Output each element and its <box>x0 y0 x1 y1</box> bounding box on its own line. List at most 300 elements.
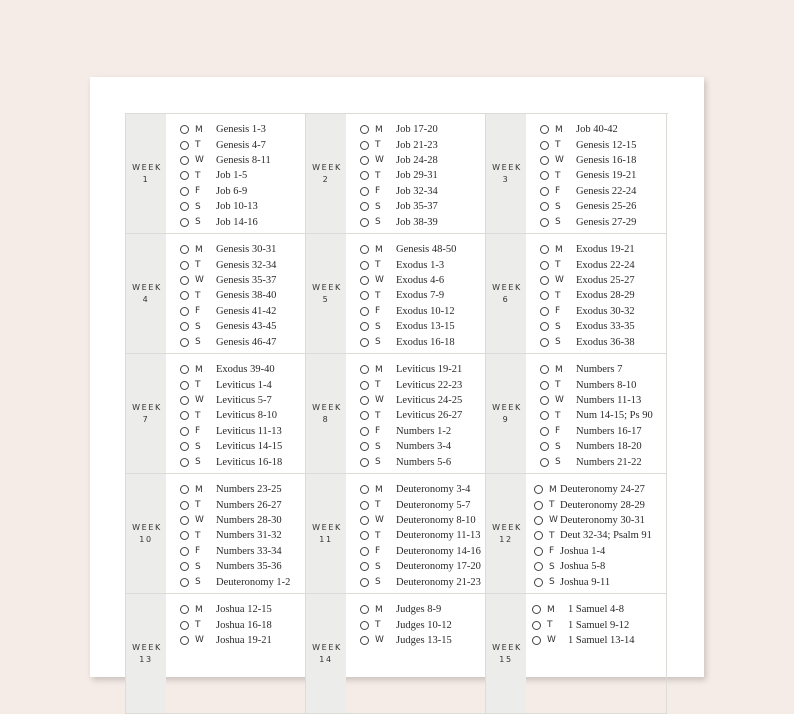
day-item <box>180 439 305 454</box>
day-letter: F <box>195 426 201 437</box>
checkbox-circle-icon[interactable] <box>360 396 369 405</box>
checkbox-circle-icon[interactable] <box>360 307 369 316</box>
checkbox-circle-icon[interactable] <box>180 578 189 587</box>
day-item <box>360 122 485 137</box>
day-item <box>540 393 666 408</box>
checkbox-circle-icon[interactable] <box>360 245 369 254</box>
checkbox-circle-icon[interactable] <box>540 218 549 227</box>
week-label: WEEK <box>492 523 522 532</box>
checkbox-circle-icon[interactable] <box>360 156 369 165</box>
checkbox-circle-icon[interactable] <box>540 291 549 300</box>
day-letter: S <box>549 561 555 572</box>
checkbox-circle-icon[interactable] <box>360 636 369 645</box>
day-list <box>346 474 485 593</box>
reading-passage: Deuteronomy 30-31 <box>560 514 645 526</box>
reading-passage: Numbers 23-25 <box>216 484 282 496</box>
checkbox-circle-icon[interactable] <box>360 291 369 300</box>
day-list <box>166 114 305 233</box>
week-cell <box>486 114 667 234</box>
reading-passage: Numbers 11-13 <box>576 394 642 406</box>
week-cell <box>126 354 306 474</box>
reading-passage: Numbers 1-2 <box>396 425 452 437</box>
reading-passage: Deut 32-34; Psalm 91 <box>560 530 652 542</box>
week-label-block <box>486 234 526 353</box>
checkbox-circle-icon[interactable] <box>360 411 369 420</box>
week-label: WEEK <box>492 403 522 412</box>
week-label: WEEK <box>132 643 162 652</box>
day-letter: S <box>549 577 555 588</box>
checkbox-circle-icon[interactable] <box>360 621 369 630</box>
checkbox-circle-icon[interactable] <box>540 245 549 254</box>
checkbox-circle-icon[interactable] <box>360 531 369 540</box>
checkbox-circle-icon[interactable] <box>534 547 543 556</box>
day-letter: T <box>555 260 561 271</box>
checkbox-circle-icon[interactable] <box>360 338 369 347</box>
week-cell <box>306 474 486 594</box>
day-item <box>360 273 485 288</box>
checkbox-circle-icon[interactable] <box>360 141 369 150</box>
day-item <box>180 497 305 512</box>
checkbox-circle-icon[interactable] <box>360 381 369 390</box>
reading-passage: Genesis 22-24 <box>576 185 637 197</box>
day-letter: T <box>375 410 381 421</box>
week-cell <box>306 594 486 714</box>
checkbox-circle-icon[interactable] <box>360 547 369 556</box>
day-letter: M <box>195 364 203 375</box>
checkbox-circle-icon[interactable] <box>180 485 189 494</box>
checkbox-circle-icon[interactable] <box>540 338 549 347</box>
day-letter: T <box>555 380 561 391</box>
week-label: WEEK <box>312 163 342 172</box>
day-letter: W <box>375 155 384 166</box>
day-letter: S <box>195 457 201 468</box>
week-number: 14 <box>319 655 333 664</box>
checkbox-circle-icon[interactable] <box>180 365 189 374</box>
week-row <box>126 114 668 234</box>
day-item <box>180 574 305 589</box>
day-list <box>526 114 666 233</box>
week-number: 11 <box>319 535 333 544</box>
day-list <box>166 354 305 473</box>
day-item <box>180 528 305 543</box>
day-item <box>360 362 485 377</box>
day-item <box>360 528 485 543</box>
day-letter: T <box>195 620 201 631</box>
checkbox-circle-icon[interactable] <box>540 381 549 390</box>
day-item <box>532 633 666 648</box>
reading-passage: Job 1-5 <box>216 170 248 182</box>
day-letter: M <box>375 604 383 615</box>
day-item <box>180 559 305 574</box>
day-letter: T <box>375 620 381 631</box>
week-label: WEEK <box>132 403 162 412</box>
week-label: WEEK <box>312 283 342 292</box>
day-item <box>360 393 485 408</box>
day-item <box>534 513 666 528</box>
reading-passage: Genesis 35-37 <box>216 274 277 286</box>
checkbox-circle-icon[interactable] <box>540 202 549 211</box>
reading-passage: Exodus 36-38 <box>576 336 635 348</box>
reading-passage: Job 29-31 <box>396 170 438 182</box>
checkbox-circle-icon[interactable] <box>360 276 369 285</box>
week-label: WEEK <box>492 643 522 652</box>
reading-passage: 1 Samuel 13-14 <box>568 634 635 646</box>
day-letter: T <box>375 260 381 271</box>
reading-passage: Exodus 25-27 <box>576 274 635 286</box>
week-label-block <box>126 114 166 233</box>
checkbox-circle-icon[interactable] <box>540 261 549 270</box>
week-cell <box>126 234 306 354</box>
reading-passage: Genesis 1-3 <box>216 124 266 136</box>
reading-passage: Numbers 33-34 <box>216 545 282 557</box>
day-item <box>534 528 666 543</box>
week-label: WEEK <box>492 163 522 172</box>
day-letter: T <box>549 500 555 511</box>
checkbox-circle-icon[interactable] <box>360 562 369 571</box>
reading-passage: Judges 13-15 <box>396 634 452 646</box>
day-item <box>180 602 305 617</box>
day-letter: T <box>195 530 201 541</box>
day-item <box>180 513 305 528</box>
checkbox-circle-icon[interactable] <box>360 125 369 134</box>
checkbox-circle-icon[interactable] <box>360 442 369 451</box>
reading-plan-page <box>90 77 704 677</box>
checkbox-circle-icon[interactable] <box>534 501 543 510</box>
checkbox-circle-icon[interactable] <box>534 531 543 540</box>
reading-passage: Deuteronomy 5-7 <box>396 499 471 511</box>
checkbox-circle-icon[interactable] <box>540 322 549 331</box>
checkbox-circle-icon[interactable] <box>180 501 189 510</box>
day-letter: F <box>375 426 381 437</box>
day-letter: W <box>375 395 384 406</box>
reading-passage: Job 38-39 <box>396 216 438 228</box>
checkbox-circle-icon[interactable] <box>360 202 369 211</box>
day-item <box>534 482 666 497</box>
day-letter: M <box>195 244 203 255</box>
week-label: WEEK <box>312 523 342 532</box>
checkbox-circle-icon[interactable] <box>180 218 189 227</box>
week-row <box>126 354 668 474</box>
week-label: WEEK <box>132 523 162 532</box>
day-list <box>526 594 666 713</box>
checkbox-circle-icon[interactable] <box>180 427 189 436</box>
reading-passage: Genesis 25-26 <box>576 201 637 213</box>
week-cell <box>306 114 486 234</box>
reading-passage: Leviticus 22-23 <box>396 379 463 391</box>
day-letter: M <box>375 244 383 255</box>
reading-passage: Numbers 3-4 <box>396 441 452 453</box>
checkbox-circle-icon[interactable] <box>360 187 369 196</box>
checkbox-circle-icon[interactable] <box>532 621 541 630</box>
week-number: 10 <box>139 535 153 544</box>
checkbox-circle-icon[interactable] <box>180 531 189 540</box>
checkbox-circle-icon[interactable] <box>180 605 189 614</box>
day-item <box>180 273 305 288</box>
day-item <box>540 153 666 168</box>
reading-passage: Job 14-16 <box>216 216 258 228</box>
checkbox-circle-icon[interactable] <box>180 291 189 300</box>
checkbox-circle-icon[interactable] <box>180 547 189 556</box>
reading-passage: Exodus 1-3 <box>396 259 445 271</box>
reading-passage: Exodus 28-29 <box>576 290 635 302</box>
checkbox-circle-icon[interactable] <box>540 276 549 285</box>
day-item <box>360 184 485 199</box>
week-label-block <box>306 474 346 593</box>
day-list <box>346 114 485 233</box>
day-letter: S <box>195 337 201 348</box>
checkbox-circle-icon[interactable] <box>180 276 189 285</box>
checkbox-circle-icon[interactable] <box>180 562 189 571</box>
week-label-block <box>126 474 166 593</box>
day-letter: T <box>555 290 561 301</box>
reading-passage: Joshua 9-11 <box>560 576 611 588</box>
checkbox-circle-icon[interactable] <box>540 187 549 196</box>
reading-passage: Judges 8-9 <box>396 604 442 616</box>
day-item <box>540 439 666 454</box>
day-letter: S <box>555 457 561 468</box>
day-list <box>526 354 666 473</box>
checkbox-circle-icon[interactable] <box>360 485 369 494</box>
day-item <box>360 617 485 632</box>
day-item <box>180 377 305 392</box>
reading-passage: Genesis 4-7 <box>216 139 266 151</box>
checkbox-circle-icon[interactable] <box>180 141 189 150</box>
day-item <box>360 214 485 229</box>
day-letter: F <box>195 306 201 317</box>
day-letter: T <box>555 140 561 151</box>
day-letter: T <box>547 620 553 631</box>
week-label-block <box>486 114 526 233</box>
checkbox-circle-icon[interactable] <box>540 442 549 451</box>
checkbox-circle-icon[interactable] <box>540 141 549 150</box>
day-letter: S <box>195 561 201 572</box>
day-letter: M <box>375 364 383 375</box>
checkbox-circle-icon[interactable] <box>540 427 549 436</box>
day-item <box>534 559 666 574</box>
checkbox-circle-icon[interactable] <box>180 171 189 180</box>
day-item <box>180 199 305 214</box>
week-number: 4 <box>142 295 150 304</box>
reading-passage: Exodus 22-24 <box>576 259 635 271</box>
reading-passage: Genesis 46-47 <box>216 336 277 348</box>
day-item <box>534 574 666 589</box>
checkbox-circle-icon[interactable] <box>360 516 369 525</box>
week-label: WEEK <box>312 643 342 652</box>
checkbox-circle-icon[interactable] <box>540 156 549 165</box>
week-cell <box>126 114 306 234</box>
day-letter: W <box>547 635 556 646</box>
day-letter: W <box>195 635 204 646</box>
day-letter: F <box>375 546 381 557</box>
reading-passage: Exodus 13-15 <box>396 321 455 333</box>
checkbox-circle-icon[interactable] <box>180 125 189 134</box>
week-cell <box>486 474 667 594</box>
day-item <box>540 137 666 152</box>
day-letter: T <box>375 290 381 301</box>
checkbox-circle-icon[interactable] <box>360 261 369 270</box>
day-letter: F <box>195 186 201 197</box>
reading-passage: Leviticus 5-7 <box>216 394 272 406</box>
checkbox-circle-icon[interactable] <box>540 307 549 316</box>
day-letter: F <box>549 546 555 557</box>
week-number: 15 <box>499 655 513 664</box>
checkbox-circle-icon[interactable] <box>180 621 189 630</box>
day-item <box>360 334 485 349</box>
checkbox-circle-icon[interactable] <box>540 411 549 420</box>
checkbox-circle-icon[interactable] <box>180 261 189 270</box>
day-item <box>180 304 305 319</box>
reading-passage: Genesis 48-50 <box>396 244 457 256</box>
reading-passage: Leviticus 26-27 <box>396 410 463 422</box>
reading-passage: Genesis 12-15 <box>576 139 637 151</box>
day-item <box>360 199 485 214</box>
day-item <box>532 602 666 617</box>
checkbox-circle-icon[interactable] <box>540 125 549 134</box>
reading-passage: Job 17-20 <box>396 124 438 136</box>
checkbox-circle-icon[interactable] <box>180 307 189 316</box>
day-letter: M <box>555 244 563 255</box>
checkbox-circle-icon[interactable] <box>534 578 543 587</box>
checkbox-circle-icon[interactable] <box>180 156 189 165</box>
checkbox-circle-icon[interactable] <box>360 578 369 587</box>
day-item <box>360 497 485 512</box>
checkbox-circle-icon[interactable] <box>180 442 189 451</box>
week-label-block <box>306 114 346 233</box>
checkbox-circle-icon[interactable] <box>180 381 189 390</box>
day-letter: W <box>555 155 564 166</box>
checkbox-circle-icon[interactable] <box>360 427 369 436</box>
reading-passage: Numbers 18-20 <box>576 441 642 453</box>
checkbox-circle-icon[interactable] <box>180 516 189 525</box>
checkbox-circle-icon[interactable] <box>180 396 189 405</box>
checkbox-circle-icon[interactable] <box>180 202 189 211</box>
day-letter: S <box>375 321 381 332</box>
reading-passage: Joshua 5-8 <box>560 561 606 573</box>
checkbox-circle-icon[interactable] <box>180 458 189 467</box>
checkbox-circle-icon[interactable] <box>180 245 189 254</box>
day-letter: T <box>195 380 201 391</box>
day-item <box>540 122 666 137</box>
reading-passage: Judges 10-12 <box>396 619 452 631</box>
reading-passage: Deuteronomy 24-27 <box>560 484 645 496</box>
day-letter: T <box>375 140 381 151</box>
day-letter: W <box>549 515 558 526</box>
day-letter: F <box>375 186 381 197</box>
week-label-block <box>126 594 166 713</box>
day-letter: S <box>195 441 201 452</box>
day-item <box>180 319 305 334</box>
checkbox-circle-icon[interactable] <box>180 322 189 331</box>
day-letter: T <box>375 380 381 391</box>
reading-passage: Job 35-37 <box>396 201 438 213</box>
reading-passage: Deuteronomy 17-20 <box>396 561 481 573</box>
checkbox-circle-icon[interactable] <box>360 458 369 467</box>
reading-passage: Deuteronomy 21-23 <box>396 576 481 588</box>
week-cell <box>126 474 306 594</box>
week-label-block <box>486 594 526 713</box>
reading-passage: 1 Samuel 4-8 <box>568 604 624 616</box>
day-item <box>180 153 305 168</box>
week-number: 12 <box>499 535 513 544</box>
reading-passage: Joshua 19-21 <box>216 634 272 646</box>
day-letter: M <box>555 364 563 375</box>
day-item <box>540 377 666 392</box>
day-letter: S <box>195 577 201 588</box>
checkbox-circle-icon[interactable] <box>360 501 369 510</box>
week-label-block <box>486 474 526 593</box>
reading-passage: Genesis 27-29 <box>576 216 637 228</box>
day-list <box>346 354 485 473</box>
checkbox-circle-icon[interactable] <box>532 636 541 645</box>
checkbox-circle-icon[interactable] <box>532 605 541 614</box>
day-item <box>540 214 666 229</box>
week-label: WEEK <box>492 283 522 292</box>
checkbox-circle-icon[interactable] <box>360 171 369 180</box>
day-item <box>540 199 666 214</box>
checkbox-circle-icon[interactable] <box>360 365 369 374</box>
week-row <box>126 234 668 354</box>
checkbox-circle-icon[interactable] <box>360 218 369 227</box>
day-letter: S <box>375 561 381 572</box>
reading-passage: Joshua 16-18 <box>216 619 272 631</box>
checkbox-circle-icon[interactable] <box>534 516 543 525</box>
day-item <box>180 454 305 469</box>
reading-passage: Leviticus 14-15 <box>216 441 283 453</box>
week-number: 6 <box>502 295 510 304</box>
reading-passage: Exodus 10-12 <box>396 305 455 317</box>
week-cell <box>486 354 667 474</box>
checkbox-circle-icon[interactable] <box>534 562 543 571</box>
day-item <box>360 439 485 454</box>
checkbox-circle-icon[interactable] <box>180 338 189 347</box>
week-cell <box>306 354 486 474</box>
checkbox-circle-icon[interactable] <box>180 411 189 420</box>
day-letter: T <box>555 170 561 181</box>
checkbox-circle-icon[interactable] <box>360 322 369 331</box>
day-item <box>540 168 666 183</box>
reading-passage: Numbers 26-27 <box>216 499 282 511</box>
day-letter: S <box>375 577 381 588</box>
day-list <box>526 234 666 353</box>
checkbox-circle-icon[interactable] <box>540 171 549 180</box>
day-letter: F <box>555 186 561 197</box>
day-letter: W <box>195 395 204 406</box>
checkbox-circle-icon[interactable] <box>360 605 369 614</box>
day-list <box>346 234 485 353</box>
reading-passage: Job 10-13 <box>216 201 258 213</box>
day-item <box>540 242 666 257</box>
checkbox-circle-icon[interactable] <box>180 187 189 196</box>
week-label-block <box>126 234 166 353</box>
day-letter: T <box>375 500 381 511</box>
day-letter: W <box>195 515 204 526</box>
reading-passage: Joshua 12-15 <box>216 604 272 616</box>
checkbox-circle-icon[interactable] <box>540 458 549 467</box>
reading-passage: Job 24-28 <box>396 154 438 166</box>
reading-passage: Exodus 39-40 <box>216 364 275 376</box>
reading-passage: Job 21-23 <box>396 139 438 151</box>
day-letter: S <box>555 201 561 212</box>
day-letter: W <box>195 275 204 286</box>
reading-passage: Exodus 7-9 <box>396 290 445 302</box>
checkbox-circle-icon[interactable] <box>534 485 543 494</box>
reading-passage: Leviticus 11-13 <box>216 425 282 437</box>
checkbox-circle-icon[interactable] <box>540 396 549 405</box>
week-label: WEEK <box>132 283 162 292</box>
checkbox-circle-icon[interactable] <box>180 636 189 645</box>
checkbox-circle-icon[interactable] <box>540 365 549 374</box>
day-item <box>360 602 485 617</box>
